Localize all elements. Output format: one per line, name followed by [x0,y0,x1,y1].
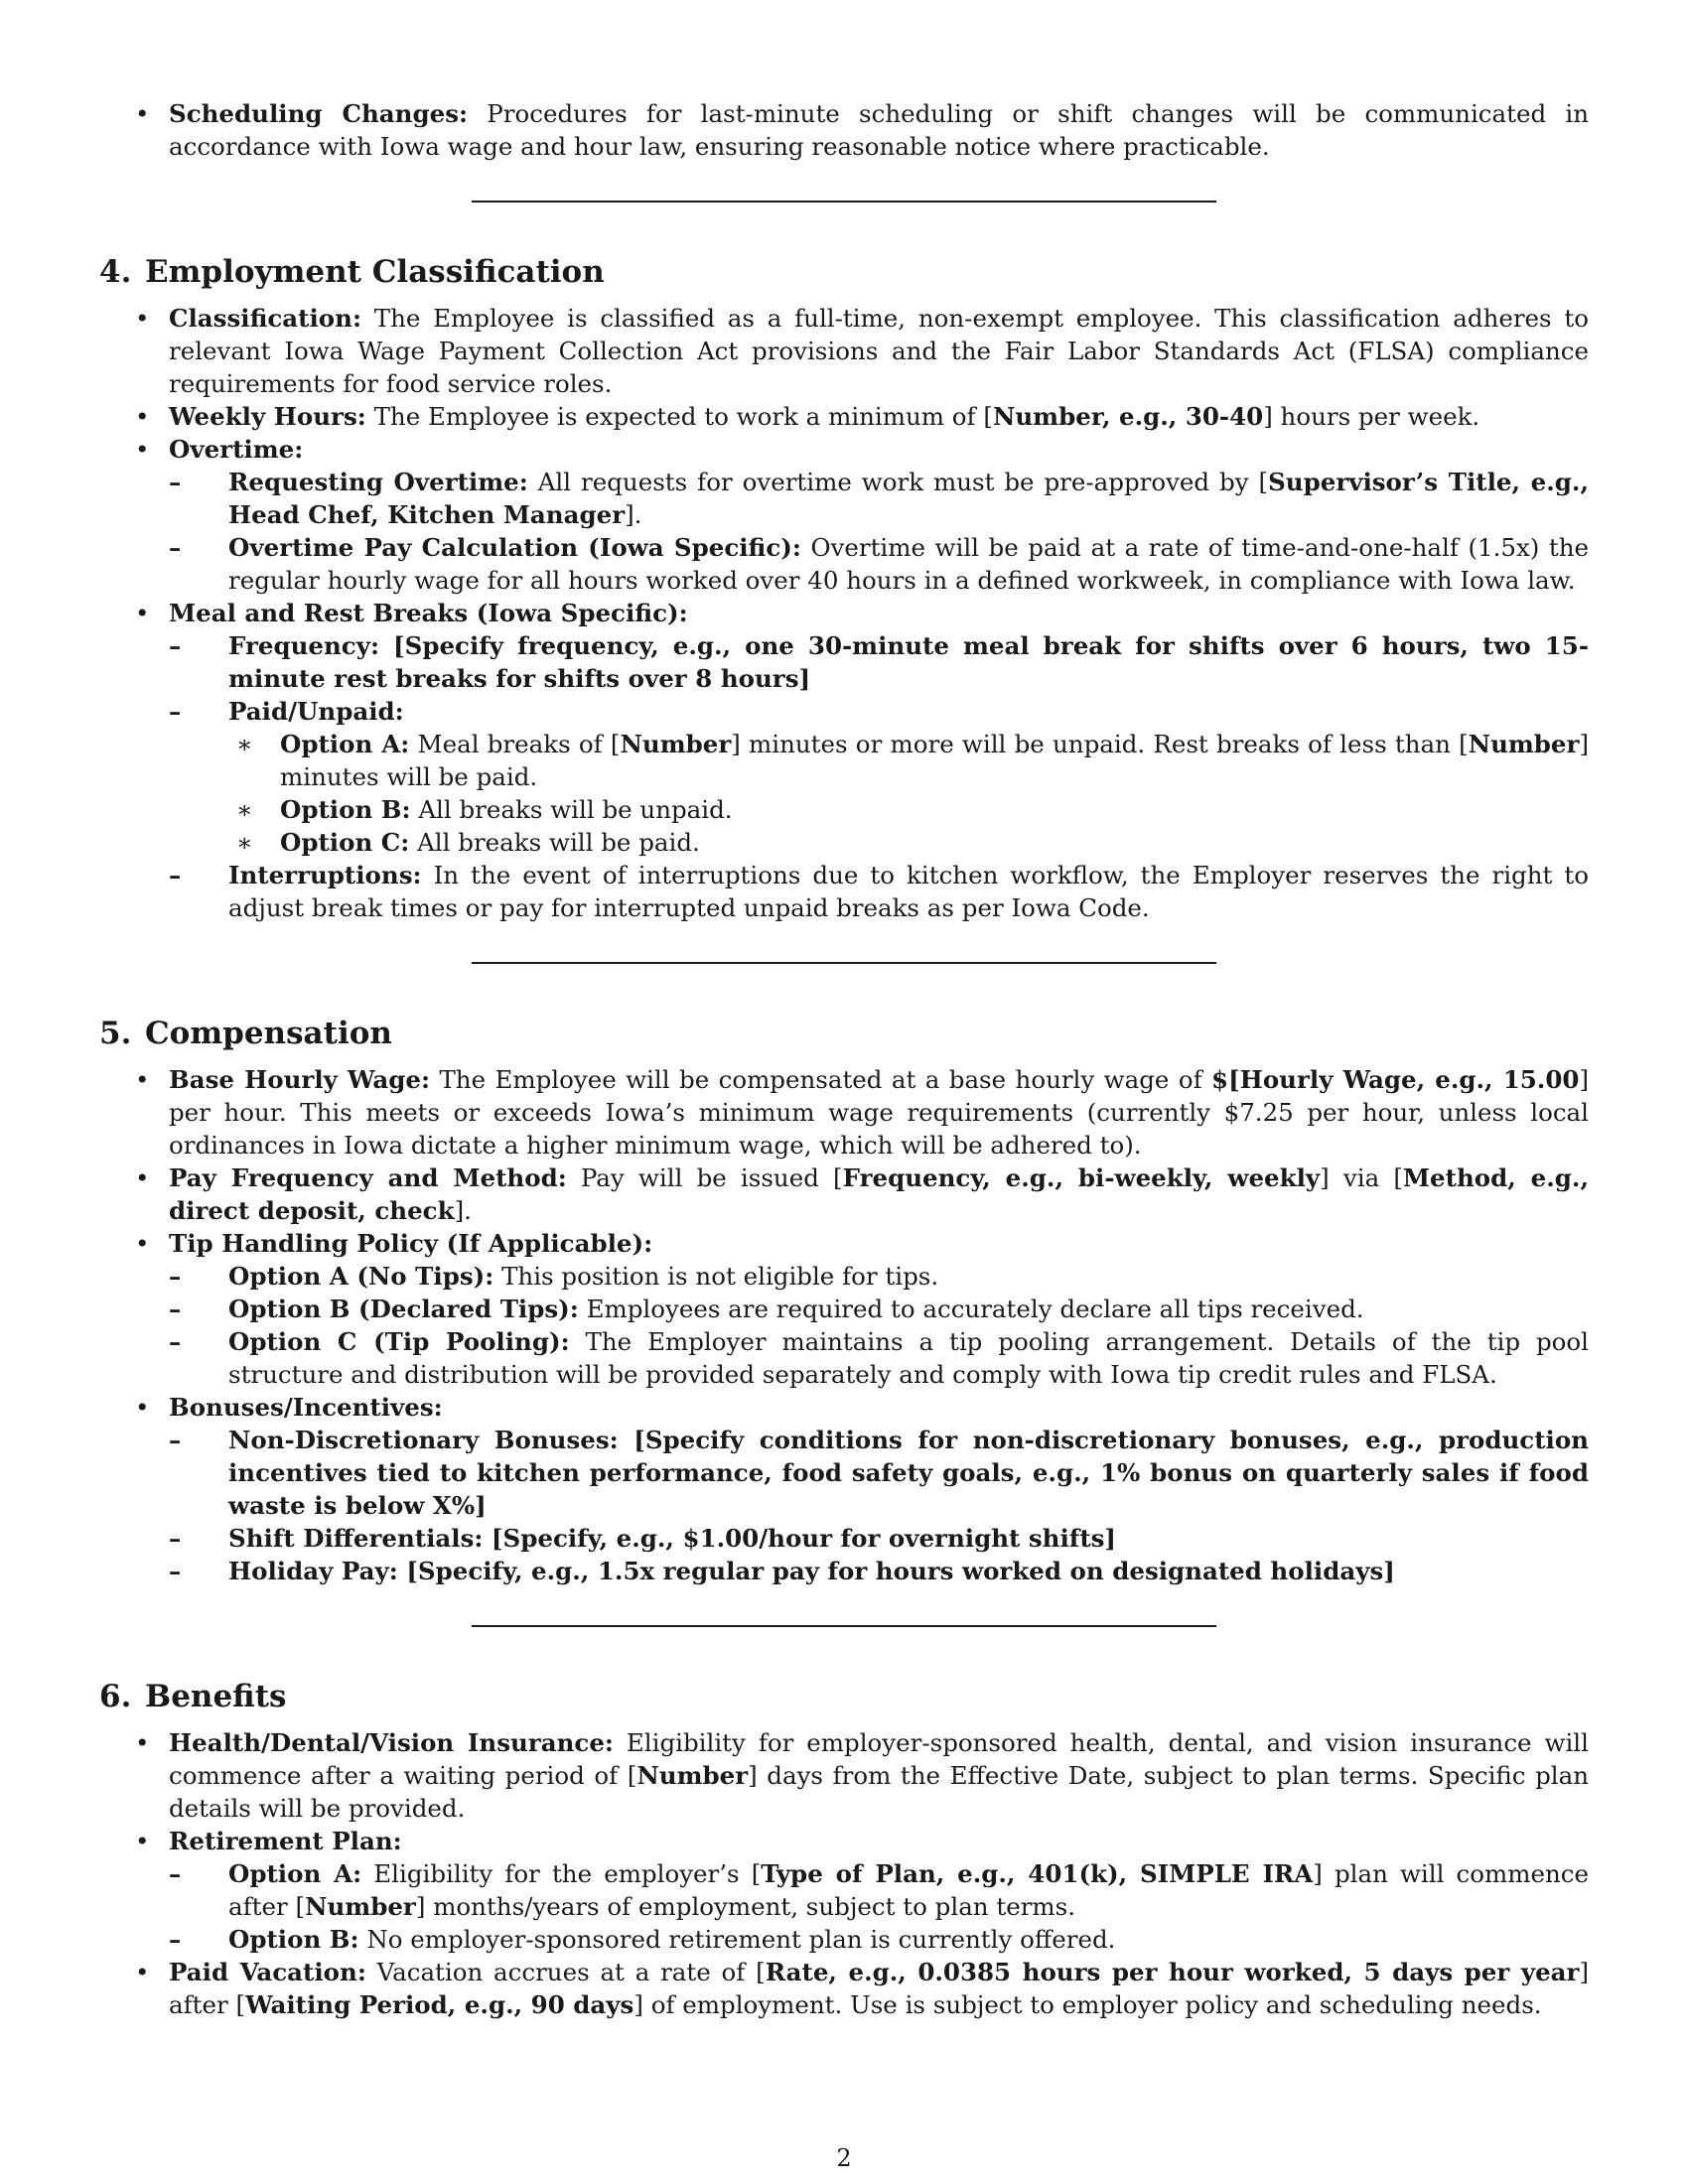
list-item-tip-option-c [169,1325,1589,1391]
list-item-weekly-hours [99,400,1589,433]
item-text: All breaks will be unpaid. [410,795,733,824]
section-heading-4 [99,252,1589,292]
section-title: Compensation [145,1016,392,1051]
item-text: No employer-sponsored retirement plan is currently offered. [358,1925,1116,1954]
list-item-paid-unpaid [169,695,1589,859]
item-label: Option B: [280,795,411,824]
list-item-pay-frequency [99,1161,1589,1227]
item-text: Eligibility for employer-sponsored health, dental, and vision insurance will commence after a waiting period of [ [169,1728,1589,1790]
section-title: Employment Classification [145,254,605,290]
item-text: Eligibility for the employer’s [ [361,1859,762,1888]
item-label: Retirement Plan: [169,1827,402,1855]
item-text: All breaks will be paid. [409,828,700,857]
list-item-retirement-option-b [169,1923,1589,1956]
list-item-meal-rest-breaks [99,597,1589,924]
placeholder-text: [Specify frequency, e.g., one 30-minute meal break for shifts over 6 hours, two 15-minute rest breaks for shifts over 8 hours] [228,631,1589,693]
list-item-option-b [228,793,1589,826]
list-item-paid-vacation [99,1956,1589,2021]
list-item-retirement-plan [99,1825,1589,1956]
list-item-base-hourly-wage [99,1063,1589,1161]
item-text: ] after [ [169,1958,1589,2019]
item-text: The Employee is classified as a full-time, non-exempt employee. This classification adheres to relevant Iowa Wage Payment Collection Act provisions and the Fair Labor Standards Act (FLSA) compliance requirements for food service roles. [169,304,1589,398]
item-text: ] months/years of employment, subject to plan terms. [415,1892,1076,1921]
item-text: ] of employment. Use is subject to employer policy and scheduling needs. [633,1990,1542,2019]
placeholder-text: Supervisor’s Title, e.g., Head Chef, Kitchen Manager [228,468,1589,529]
item-label: Weekly Hours: [169,402,366,431]
retirement-sublist [169,1857,1589,1956]
item-label: Classification: [169,304,362,333]
list-item-classification [99,302,1589,400]
section-number: 4. [99,254,132,290]
item-text: Employees are required to accurately declare all tips received. [578,1295,1364,1323]
item-text: ] plan will commence after [ [228,1859,1589,1921]
list-item-overtime [99,433,1589,597]
item-label: Option C (Tip Pooling): [228,1327,570,1356]
item-label: Tip Handling Policy (If Applicable): [169,1229,653,1258]
placeholder-text: [Specify conditions for non-discretionary bonuses, e.g., production incentives tied to kitchen performance, food safety goals, e.g., 1% bonus on quarterly sales if food waste is below X%] [228,1426,1589,1520]
item-text: The Employer maintains a tip pooling arrangement. Details of the tip pool structure and distribution will be provided separately and comply with Iowa tip credit rules and FLSA. [228,1327,1589,1389]
section-divider [472,1625,1216,1627]
item-label: Base Hourly Wage: [169,1065,431,1094]
placeholder-text: $[Hourly Wage, e.g., 15.00 [1211,1065,1580,1094]
list-item-tip-handling [99,1227,1589,1391]
breaks-sublist [169,629,1589,924]
section-6-list [99,1726,1589,2021]
item-label: Paid/Unpaid: [228,697,404,726]
item-text: The Employee is expected to work a minimum of [ [365,402,993,431]
list-item-overtime-pay-calculation [169,531,1589,597]
placeholder-text: Waiting Period, e.g., 90 days [245,1990,634,2019]
section-5-list [99,1063,1589,1587]
item-text: Procedures for last-minute scheduling or shift changes will be communicated in accordance with Iowa wage and hour law, ensuring reasonable notice where practicable. [169,99,1589,161]
item-label: Scheduling Changes: [169,99,469,128]
item-text: The Employee will be compensated at a base hourly wage of [430,1065,1212,1094]
section-divider [472,962,1216,964]
top-list [99,97,1589,163]
section-number: 5. [99,1016,132,1051]
placeholder-text: Frequency, e.g., bi-weekly, weekly [842,1163,1321,1192]
section-heading-5 [99,1014,1589,1053]
placeholder-text: Rate, e.g., 0.0385 hours per hour worked, 5 days per year [765,1958,1580,1986]
item-text: ] days from the Effective Date, subject to plan terms. Specific plan details will be provided. [169,1761,1589,1823]
placeholder-text: [Specify, e.g., $1.00/hour for overnight shifts] [483,1524,1117,1553]
list-item-requesting-overtime [169,466,1589,531]
item-label: Shift Differentials: [228,1524,484,1553]
item-text: ]. [454,1196,472,1225]
list-item-bonuses [99,1391,1589,1587]
list-item-interruptions [169,859,1589,924]
item-text: Vacation accrues at a rate of [ [365,1958,766,1986]
item-text: ] minutes will be paid. [280,730,1589,791]
item-text: Overtime will be paid at a rate of time-and-one-half (1.5x) the regular hourly wage for all hours worked over 40 hours in a defined workweek, in compliance with Iowa law. [228,533,1589,595]
item-label: Frequency: [228,631,380,660]
section-title: Benefits [145,1679,287,1714]
placeholder-text: Number [305,1892,416,1921]
item-label: Option A (No Tips): [228,1262,494,1291]
item-text: This position is not eligible for tips. [493,1262,939,1291]
item-text: In the event of interruptions due to kitchen workflow, the Employer reserves the right to adjust break times or pay for interrupted unpaid breaks as per Iowa Code. [228,861,1589,922]
list-item-health-insurance [99,1726,1589,1825]
item-text: All requests for overtime work must be pre-approved by [ [527,468,1269,496]
item-label: Option B: [228,1925,359,1954]
item-text: ] hours per week. [1263,402,1480,431]
list-item-option-a [228,728,1589,793]
item-label: Overtime: [169,435,304,464]
item-label: Health/Dental/Vision Insurance: [169,1728,614,1757]
item-label: Paid Vacation: [169,1958,366,1986]
item-label: Overtime Pay Calculation (Iowa Specific): [228,533,801,562]
item-label: Option C: [280,828,410,857]
item-label: Holiday Pay: [228,1557,398,1585]
item-text: ] via [ [1320,1163,1403,1192]
placeholder-text: Method, e.g., direct deposit, check [169,1163,1589,1225]
section-heading-6 [99,1677,1589,1716]
item-label: Option A: [228,1859,362,1888]
item-label: Non-Discretionary Bonuses: [228,1426,619,1454]
placeholder-text: Number [636,1761,749,1790]
section-4-list [99,302,1589,924]
item-text: Meal breaks of [ [409,730,621,758]
list-item-option-c [228,826,1589,859]
list-item-retirement-option-a [169,1857,1589,1923]
page-number: 2 [836,2144,852,2172]
item-text: ] per hour. This meets or exceeds Iowa’s minimum wage requirements (currently $7.25 per hour, unless local ordinances in Iowa dictate a higher minimum wage, which will be adhered to). [169,1065,1589,1160]
list-item-shift-differentials [169,1522,1589,1555]
item-label: Bonuses/Incentives: [169,1393,443,1422]
placeholder-text: Number [620,730,732,758]
section-number: 6. [99,1679,132,1714]
section-divider [472,201,1216,203]
placeholder-text: Type of Plan, e.g., 401(k), SIMPLE IRA [761,1859,1314,1888]
list-item-holiday-pay [169,1555,1589,1587]
placeholder-text: Number [1468,730,1580,758]
item-label: Pay Frequency and Method: [169,1163,567,1192]
item-label: Meal and Rest Breaks (Iowa Specific): [169,599,688,627]
item-text: Pay will be issued [ [566,1163,843,1192]
item-label: Option B (Declared Tips): [228,1295,579,1323]
document-page [99,97,1589,2021]
item-text: ]. [625,500,642,529]
list-item-scheduling-changes [99,97,1589,163]
list-item-non-discretionary [169,1424,1589,1522]
item-label: Interruptions: [228,861,422,889]
list-item-tip-option-b [169,1293,1589,1325]
item-label: Requesting Overtime: [228,468,528,496]
item-text: ] minutes or more will be unpaid. Rest breaks of less than [ [731,730,1469,758]
item-label: Option A: [280,730,410,758]
placeholder-text: [Specify, e.g., 1.5x regular pay for hours worked on designated holidays] [397,1557,1395,1585]
overtime-sublist [169,466,1589,597]
placeholder-text: Number, e.g., 30-40 [992,402,1264,431]
list-item-frequency [169,629,1589,695]
list-item-tip-option-a [169,1260,1589,1293]
bonuses-sublist [169,1424,1589,1587]
paid-unpaid-sublist [228,728,1589,859]
tip-sublist [169,1260,1589,1391]
